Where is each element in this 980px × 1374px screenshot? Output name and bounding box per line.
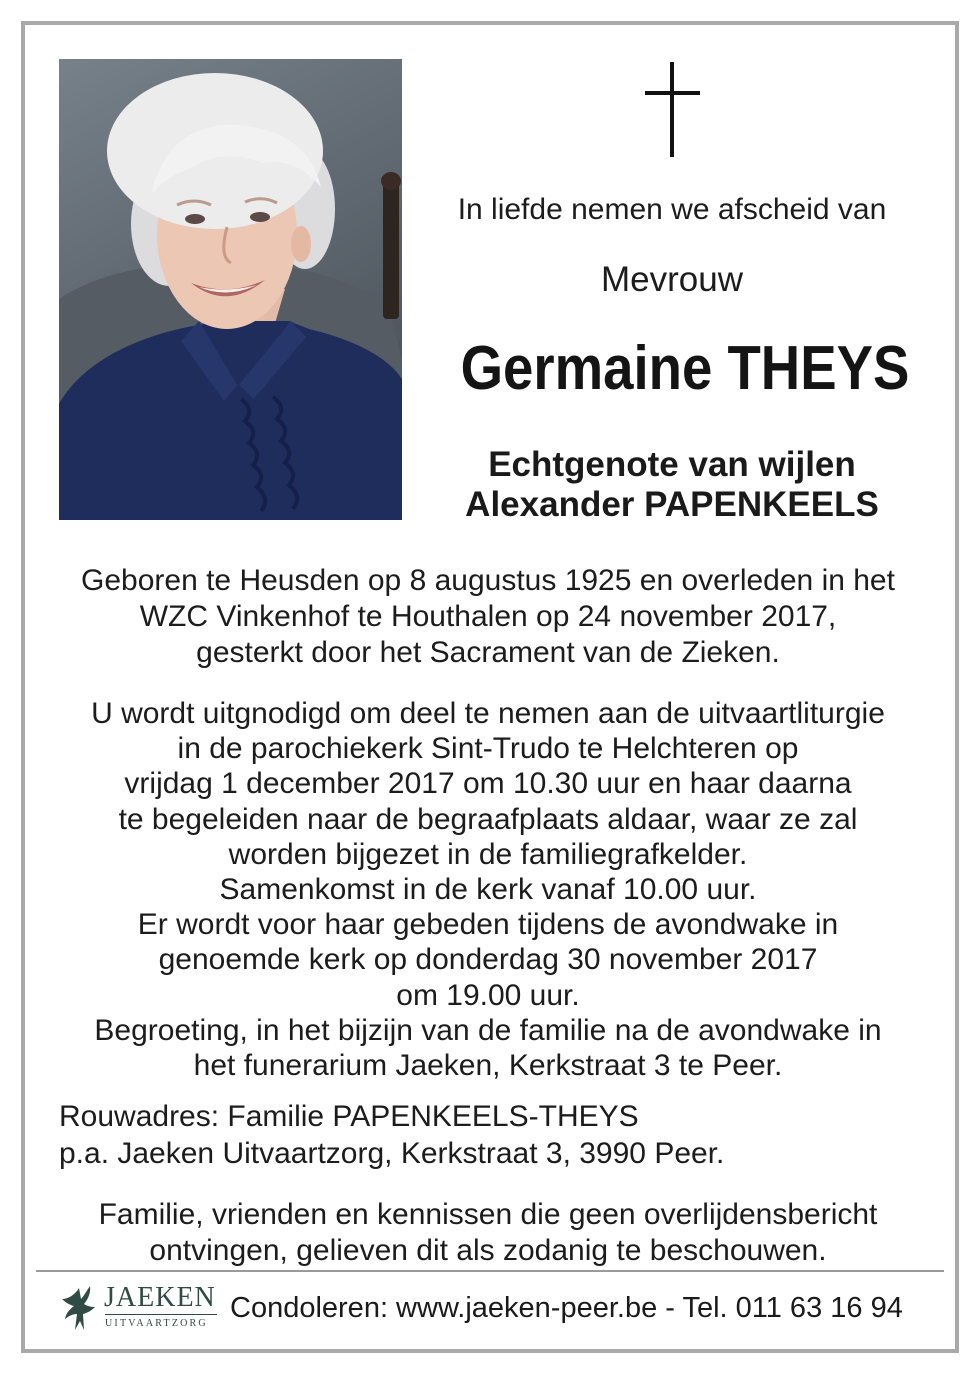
text-line: ontvingen, gelieven dit als zodanig te beschouwen. — [149, 1233, 827, 1267]
logo-wordmark: JAEKEN — [104, 1282, 216, 1313]
portrait-photo — [59, 59, 402, 520]
text-line: om 19.00 uur. — [396, 978, 580, 1012]
condolence-contact: Condoleren: www.jaeken-peer.be - Tel. 011 63 16 94 — [230, 1292, 903, 1324]
text-line: U wordt uitgnodigd om deel te nemen aan de uitvaartliturgie — [91, 697, 885, 730]
chair-post — [383, 179, 399, 319]
cross-icon — [640, 58, 704, 162]
closing-paragraph — [30, 1197, 946, 1268]
text-line: Familie, vrienden en kennissen die geen overlijdensbericht — [98, 1198, 878, 1231]
dove-icon — [60, 1284, 98, 1332]
text-line: worden bijgezet in de familiegrafkelder. — [228, 837, 748, 871]
portrait-illustration — [59, 59, 402, 520]
text-line: in de parochiekerk Sint-Trudo te Helchteren op — [177, 732, 799, 766]
text-line: Rouwadres: Familie PAPENKEELS-THEYS — [59, 1100, 639, 1133]
honorific: Mevrouw — [601, 260, 743, 299]
mourning-address — [59, 1098, 724, 1172]
chair-knob — [381, 172, 401, 190]
text-line: Begroeting, in het bijzijn van de familie na de avondwake in — [94, 1013, 882, 1047]
logo-rule — [105, 1314, 217, 1315]
ear — [291, 226, 311, 262]
footer-divider — [36, 1270, 944, 1272]
text-line: Geboren te Heusden op 8 augustus 1925 en overleden in het — [81, 564, 895, 597]
birth-death-paragraph — [30, 563, 946, 671]
spouse-line: Alexander PAPENKEELS — [465, 485, 879, 524]
text-line: Er wordt voor haar gebeden tijdens de avondwake in — [137, 908, 839, 942]
ceremony-paragraph — [30, 696, 946, 1083]
text-line: genoemde kerk op donderdag 30 november 2017 — [158, 943, 818, 977]
deceased-name: Germaine THEYS — [460, 334, 910, 403]
logo-subtitle: UITVAARTZORG — [105, 1318, 208, 1329]
spouse-info — [432, 445, 912, 525]
text-line: gesterkt door het Sacrament van de Zieken. — [196, 636, 780, 669]
eye-left — [185, 214, 205, 224]
text-line: vrijdag 1 december 2017 om 10.30 uur en haar daarna — [124, 767, 852, 801]
eye-right — [250, 212, 270, 222]
text-line: WZC Vinkenhof te Houthalen op 24 november 2017, — [139, 600, 837, 633]
text-line: te begeleiden naar de begraafplaats aldaar, waar ze zal — [118, 802, 858, 836]
intro-text: In liefde nemen we afscheid van — [457, 193, 887, 226]
text-line: p.a. Jaeken Uitvaartzorg, Kerkstraat 3, 3990 Peer. — [59, 1137, 725, 1170]
text-line: het funerarium Jaeken, Kerkstraat 3 te Peer. — [193, 1049, 783, 1083]
spouse-line: Echtgenote van wijlen — [488, 445, 856, 484]
text-line: Samenkomst in de kerk vanaf 10.00 uur. — [219, 873, 757, 907]
